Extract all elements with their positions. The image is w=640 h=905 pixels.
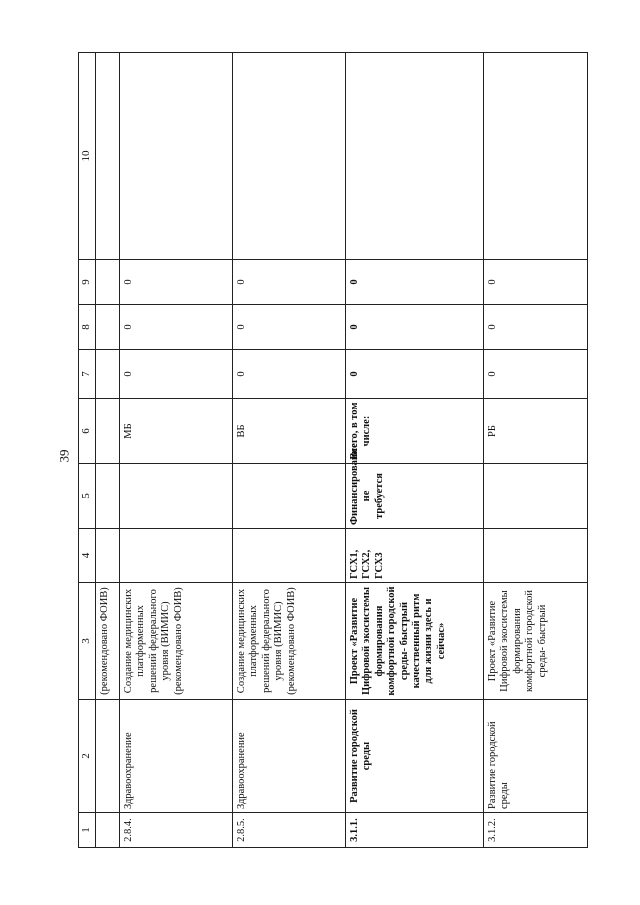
project-name-cell: Создание медицинских платформенных решений федерального уровня (ВИМИС) (рекомендовано ФОИВ) [233, 583, 346, 700]
direction-cell [96, 700, 120, 813]
indicator-cell: ГСХ1, ГСХ2, ГСХ3 [346, 529, 484, 583]
table-row [484, 53, 588, 848]
value-cell: 0 [346, 305, 484, 350]
value-cell: 0 [120, 350, 233, 399]
value-cell: 0 [120, 305, 233, 350]
funding-note-cell: Финансирование не требуется [346, 464, 484, 529]
budget-table [78, 52, 588, 848]
rotated-table-wrapper [78, 63, 588, 848]
value-cell: 0 [484, 350, 588, 399]
budget-source-cell: ВБ [233, 399, 346, 464]
funding-note-cell [484, 464, 588, 529]
header-cell: 9 [79, 260, 96, 305]
header-cell: 5 [79, 464, 96, 529]
row-number-cell: 2.8.4. [120, 813, 233, 848]
header-cell: 7 [79, 350, 96, 399]
value-cell: 0 [484, 260, 588, 305]
funding-note-cell [96, 464, 120, 529]
indicator-cell [233, 529, 346, 583]
page-number: 39 [56, 449, 72, 463]
table-row [120, 53, 233, 848]
value-cell: 0 [120, 260, 233, 305]
table-row [233, 53, 346, 848]
indicator-cell [120, 529, 233, 583]
budget-source-cell: МБ [120, 399, 233, 464]
value-cell [120, 53, 233, 260]
value-cell: 0 [233, 350, 346, 399]
table-row [96, 53, 120, 848]
value-cell: 0 [484, 305, 588, 350]
header-cell: 3 [79, 583, 96, 700]
direction-cell: Развитие городской среды [346, 700, 484, 813]
value-cell: 0 [346, 350, 484, 399]
funding-note-cell [233, 464, 346, 529]
direction-cell: Здравоохранение [233, 700, 346, 813]
value-cell: 0 [233, 305, 346, 350]
project-name-cell: (рекомендовано ФОИВ) [96, 583, 120, 700]
budget-source-cell: Всего, в том числе: [346, 399, 484, 464]
budget-source-cell: РБ [484, 399, 588, 464]
budget-source-cell [96, 399, 120, 464]
header-row [79, 53, 96, 848]
value-cell [346, 53, 484, 260]
value-cell [96, 350, 120, 399]
direction-cell: Здравоохранение [120, 700, 233, 813]
value-cell: 0 [346, 260, 484, 305]
value-cell [96, 305, 120, 350]
row-number-cell: 2.8.5. [233, 813, 346, 848]
header-cell: 8 [79, 305, 96, 350]
value-cell [96, 53, 120, 260]
header-cell: 1 [79, 813, 96, 848]
direction-cell: Развитие городской среды [484, 700, 588, 813]
project-name-cell: Проект «Развитие Цифровой экосистемы формирования комфортной городской среды- быстрый [484, 583, 588, 700]
header-cell: 6 [79, 399, 96, 464]
header-cell: 4 [79, 529, 96, 583]
header-cell: 10 [79, 53, 96, 260]
project-name-cell: Создание медицинских платформенных решений федерального уровня (ВИМИС) (рекомендовано ФОИВ) [120, 583, 233, 700]
value-cell [96, 260, 120, 305]
header-cell: 2 [79, 700, 96, 813]
project-name-cell: Проект «Развитие Цифровой экосистемы формирования комфортной городской среды- быстрый качественный ритм для жизни здесь и сейчас» [346, 583, 484, 700]
value-cell: 0 [233, 260, 346, 305]
value-cell [484, 53, 588, 260]
row-number-cell: 3.1.2. [484, 813, 588, 848]
value-cell [233, 53, 346, 260]
row-number-cell [96, 813, 120, 848]
indicator-cell [96, 529, 120, 583]
table-row [346, 53, 484, 848]
row-number-cell: 3.1.1. [346, 813, 484, 848]
funding-note-cell [120, 464, 233, 529]
indicator-cell [484, 529, 588, 583]
